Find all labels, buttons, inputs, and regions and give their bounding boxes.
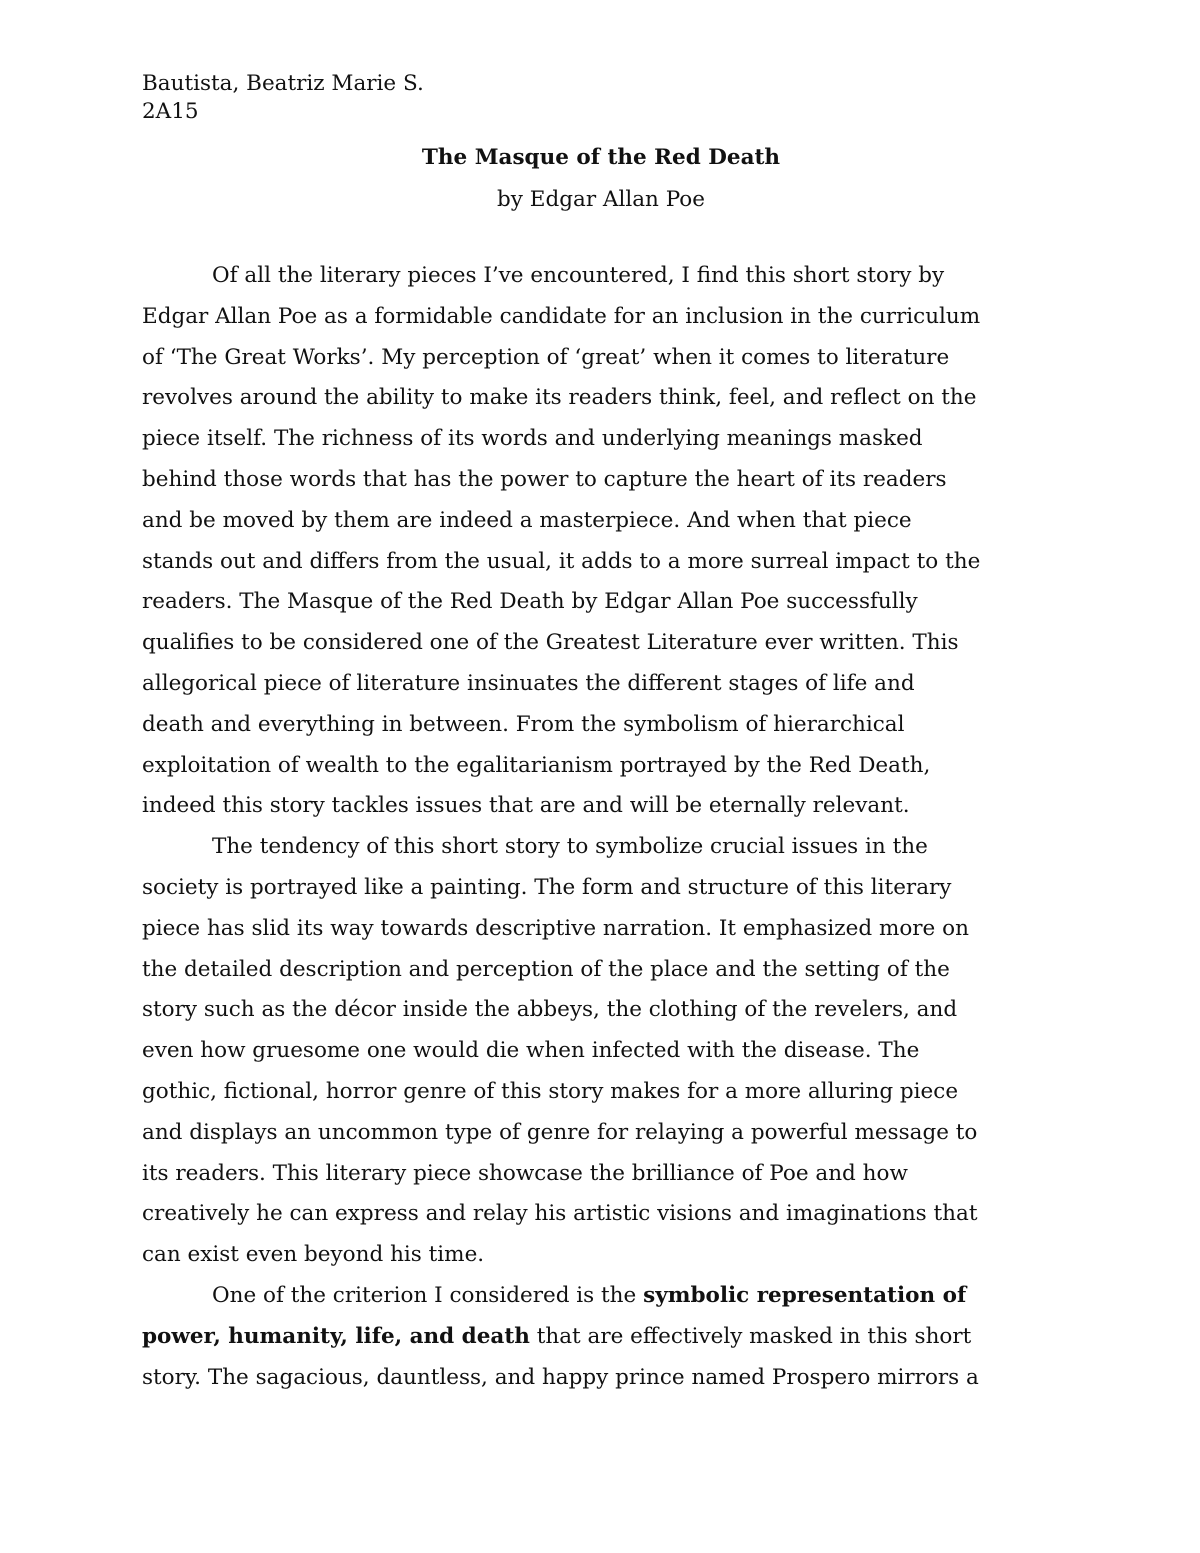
document-title: The Masque of the Red Death bbox=[421, 145, 781, 170]
text-line: its readers. This literary piece showcase the brilliance of Poe and how bbox=[142, 1160, 908, 1186]
paragraph-3 bbox=[142, 1276, 1060, 1398]
text-line bbox=[142, 1276, 1060, 1317]
text-line: creatively he can express and relay his artistic visions and imaginations that bbox=[142, 1201, 978, 1227]
text-run: One of the criterion I considered is the bbox=[212, 1282, 644, 1308]
text-line: society is portrayed like a painting. The form and structure of this literary bbox=[142, 874, 952, 900]
text-line: piece itself. The richness of its words and underlying meanings masked bbox=[142, 426, 923, 452]
document-body bbox=[142, 256, 1060, 1398]
text-line: Of all the literary pieces I’ve encountered, I find this short story by bbox=[212, 263, 945, 288]
bold-phrase: symbolic representation of bbox=[643, 1282, 967, 1308]
text-line: of ‘The Great Works’. My perception of ‘great’ when it comes to literature bbox=[142, 344, 950, 370]
text-line: can exist even beyond his time. bbox=[142, 1242, 485, 1268]
text-line bbox=[142, 1317, 1060, 1358]
paragraph-2 bbox=[142, 827, 1060, 1276]
text-line: stands out and differs from the usual, it adds to a more surreal impact to the bbox=[142, 548, 981, 574]
author-name: Bautista, Beatriz Marie S. bbox=[142, 71, 424, 96]
text-line: indeed this story tackles issues that are and will be eternally relevant. bbox=[142, 793, 910, 819]
text-line: and be moved by them are indeed a masterpiece. And when that piece bbox=[142, 507, 912, 533]
text-line: qualifies to be considered one of the Greatest Literature ever written. This bbox=[142, 630, 959, 656]
text-run: that are effectively masked in this short bbox=[529, 1323, 972, 1349]
document-byline: by Edgar Allan Poe bbox=[497, 187, 705, 212]
class-section: 2A15 bbox=[142, 99, 199, 124]
text-line: revolves around the ability to make its readers think, feel, and reflect on the bbox=[142, 385, 977, 411]
text-line: piece has slid its way towards descriptive narration. It emphasized more on bbox=[142, 915, 969, 941]
paragraph-1 bbox=[142, 256, 1060, 827]
text-line: even how gruesome one would die when infected with the disease. The bbox=[142, 1038, 920, 1064]
text-line: allegorical piece of literature insinuates the different stages of life and bbox=[142, 670, 915, 696]
text-line: and displays an uncommon type of genre for relaying a powerful message to bbox=[142, 1119, 978, 1145]
text-line: readers. The Masque of the Red Death by Edgar Allan Poe successfully bbox=[142, 589, 918, 615]
text-line: story such as the décor inside the abbeys, the clothing of the revelers, and bbox=[142, 997, 958, 1023]
text-line: the detailed description and perception of the place and the setting of the bbox=[142, 956, 950, 982]
document-page bbox=[142, 70, 1060, 1398]
text-line: Edgar Allan Poe as a formidable candidate for an inclusion in the curriculum bbox=[142, 303, 981, 329]
text-line: behind those words that has the power to capture the heart of its readers bbox=[142, 466, 947, 492]
text-line: gothic, fictional, horror genre of this story makes for a more alluring piece bbox=[142, 1078, 959, 1104]
text-line: The tendency of this short story to symbolize crucial issues in the bbox=[212, 834, 928, 860]
bold-phrase: power, humanity, life, and death bbox=[142, 1323, 530, 1349]
text-line: exploitation of wealth to the egalitarianism portrayed by the Red Death, bbox=[142, 752, 931, 778]
text-line: story. The sagacious, dauntless, and happy prince named Prospero mirrors a bbox=[142, 1364, 979, 1390]
text-line: death and everything in between. From the symbolism of hierarchical bbox=[142, 711, 905, 737]
